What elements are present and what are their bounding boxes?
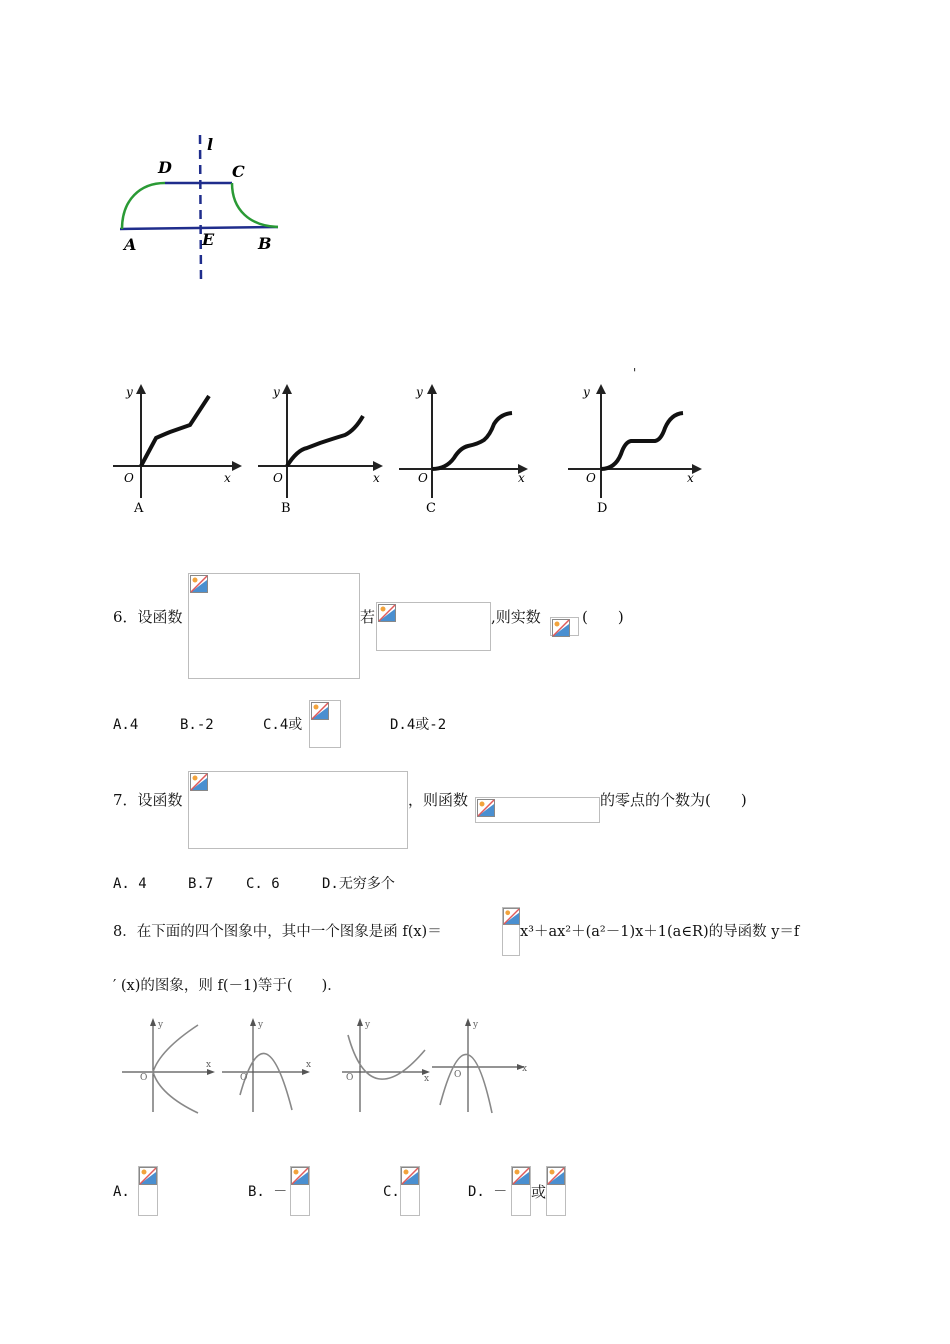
q8-option-b: B. － bbox=[248, 1184, 288, 1200]
svg-text:x: x bbox=[373, 471, 380, 485]
graph-option-d bbox=[565, 380, 710, 520]
svg-text:x: x bbox=[424, 1074, 430, 1084]
svg-text:y: y bbox=[273, 385, 280, 399]
graph-option-b bbox=[255, 380, 390, 520]
q8-option-b-image bbox=[290, 1166, 310, 1216]
q8-line2: ′ (x)的图象，则 f(－1)等于( )． bbox=[113, 978, 342, 994]
svg-text:y: y bbox=[258, 1020, 264, 1030]
label-c: C bbox=[232, 162, 245, 181]
svg-text:O: O bbox=[124, 471, 134, 485]
label-d: D bbox=[158, 158, 172, 177]
svg-text:y: y bbox=[365, 1020, 371, 1030]
q8-graph-3 bbox=[340, 1015, 440, 1115]
broken-image-icon bbox=[291, 1167, 309, 1185]
trapezoid-figure bbox=[110, 130, 300, 290]
q6-option-d: D.4或-2 bbox=[390, 717, 447, 733]
svg-text:O: O bbox=[454, 1070, 462, 1080]
q8-option-a-image bbox=[138, 1166, 158, 1216]
svg-text:x: x bbox=[224, 471, 231, 485]
q8-option-d-image-1 bbox=[511, 1166, 531, 1216]
arc-ad bbox=[122, 183, 165, 229]
q7-option-a: A. 4 bbox=[113, 876, 147, 892]
q7-option-d: D.无穷多个 bbox=[322, 876, 395, 892]
q8-prefix: 8．在下面的四个图象中，其中一个图象是函 f(x)＝ bbox=[113, 924, 442, 940]
q6-option-b: B.-2 bbox=[180, 717, 214, 733]
svg-text:y: y bbox=[126, 385, 133, 399]
q7-prefix: 7．设函数 bbox=[113, 791, 183, 809]
label-e: E bbox=[202, 230, 215, 249]
q8-option-d: D. － bbox=[468, 1184, 508, 1200]
graph-option-a bbox=[110, 380, 250, 520]
q6-option-c-image bbox=[309, 700, 341, 748]
symmetry-axis-l bbox=[200, 135, 201, 282]
label-b: B bbox=[258, 234, 272, 253]
broken-image-icon bbox=[503, 908, 520, 925]
q7-composite-image bbox=[475, 797, 600, 823]
broken-image-icon bbox=[401, 1167, 419, 1185]
q6-variable-image bbox=[550, 617, 579, 636]
svg-text:O: O bbox=[346, 1073, 354, 1083]
q7-suffix: 的零点的个数为( ) bbox=[600, 791, 747, 809]
label-l: l bbox=[207, 135, 214, 154]
q6-function-image bbox=[188, 573, 360, 679]
svg-text:x: x bbox=[518, 471, 525, 485]
broken-image-icon bbox=[512, 1167, 530, 1185]
svg-text:x: x bbox=[206, 1060, 212, 1070]
svg-text:O: O bbox=[273, 471, 283, 485]
q7-option-b: B.7 bbox=[188, 876, 214, 892]
q6-option-c: C.4或 bbox=[263, 717, 303, 733]
broken-image-icon bbox=[139, 1167, 157, 1185]
q6-ruo: 若 bbox=[360, 608, 376, 626]
svg-text:y: y bbox=[158, 1020, 164, 1030]
q8-option-d-image-2 bbox=[546, 1166, 566, 1216]
q6-prefix: 6．设函数 bbox=[113, 608, 183, 626]
q8-formula-rest: x³＋ax²＋(a²－1)x＋1(a∈R)的导函数 y＝f bbox=[520, 924, 800, 940]
svg-text:O: O bbox=[586, 471, 596, 485]
svg-text:x: x bbox=[306, 1060, 312, 1070]
broken-image-icon bbox=[477, 799, 495, 817]
broken-image-icon bbox=[552, 619, 570, 637]
q6-paren: ( ) bbox=[582, 608, 624, 626]
broken-image-icon bbox=[190, 773, 208, 791]
q7-option-c: C. 6 bbox=[246, 876, 280, 892]
svg-text:O: O bbox=[240, 1073, 248, 1083]
graph-option-c bbox=[396, 380, 536, 520]
broken-image-icon bbox=[547, 1167, 565, 1185]
broken-image-icon bbox=[378, 604, 396, 622]
svg-text:x: x bbox=[522, 1064, 528, 1074]
q8-fraction-image bbox=[502, 907, 520, 956]
svg-text:y: y bbox=[583, 385, 590, 399]
q6-then: ,则实数 bbox=[491, 608, 541, 626]
q8-option-d-or: 或 bbox=[531, 1183, 547, 1201]
q8-option-a: A. bbox=[113, 1184, 130, 1200]
q7-mid: ，则函数 bbox=[408, 791, 469, 809]
q8-graph-4 bbox=[430, 1015, 540, 1115]
broken-image-icon bbox=[190, 575, 208, 593]
svg-text:y: y bbox=[416, 385, 423, 399]
svg-text:O: O bbox=[418, 471, 428, 485]
svg-text:A: A bbox=[134, 501, 144, 516]
svg-text:C: C bbox=[426, 501, 436, 516]
svg-text:B: B bbox=[281, 501, 291, 516]
stray-mark: ' bbox=[633, 366, 637, 380]
broken-image-icon bbox=[311, 702, 329, 720]
label-a: A bbox=[124, 235, 137, 254]
segment-ab bbox=[120, 227, 278, 229]
svg-text:x: x bbox=[687, 471, 694, 485]
q6-condition-image bbox=[376, 602, 491, 651]
q6-option-a: A.4 bbox=[113, 717, 139, 733]
q8-option-c-image bbox=[400, 1166, 420, 1216]
q7-function-image bbox=[188, 771, 408, 849]
q8-graph-2 bbox=[220, 1015, 320, 1115]
arc-cb bbox=[232, 183, 278, 227]
q8-graph-1 bbox=[120, 1015, 220, 1115]
svg-text:D: D bbox=[597, 501, 608, 516]
svg-text:y: y bbox=[473, 1020, 479, 1030]
q8-option-c: C. bbox=[383, 1184, 400, 1200]
svg-text:O: O bbox=[140, 1073, 148, 1083]
